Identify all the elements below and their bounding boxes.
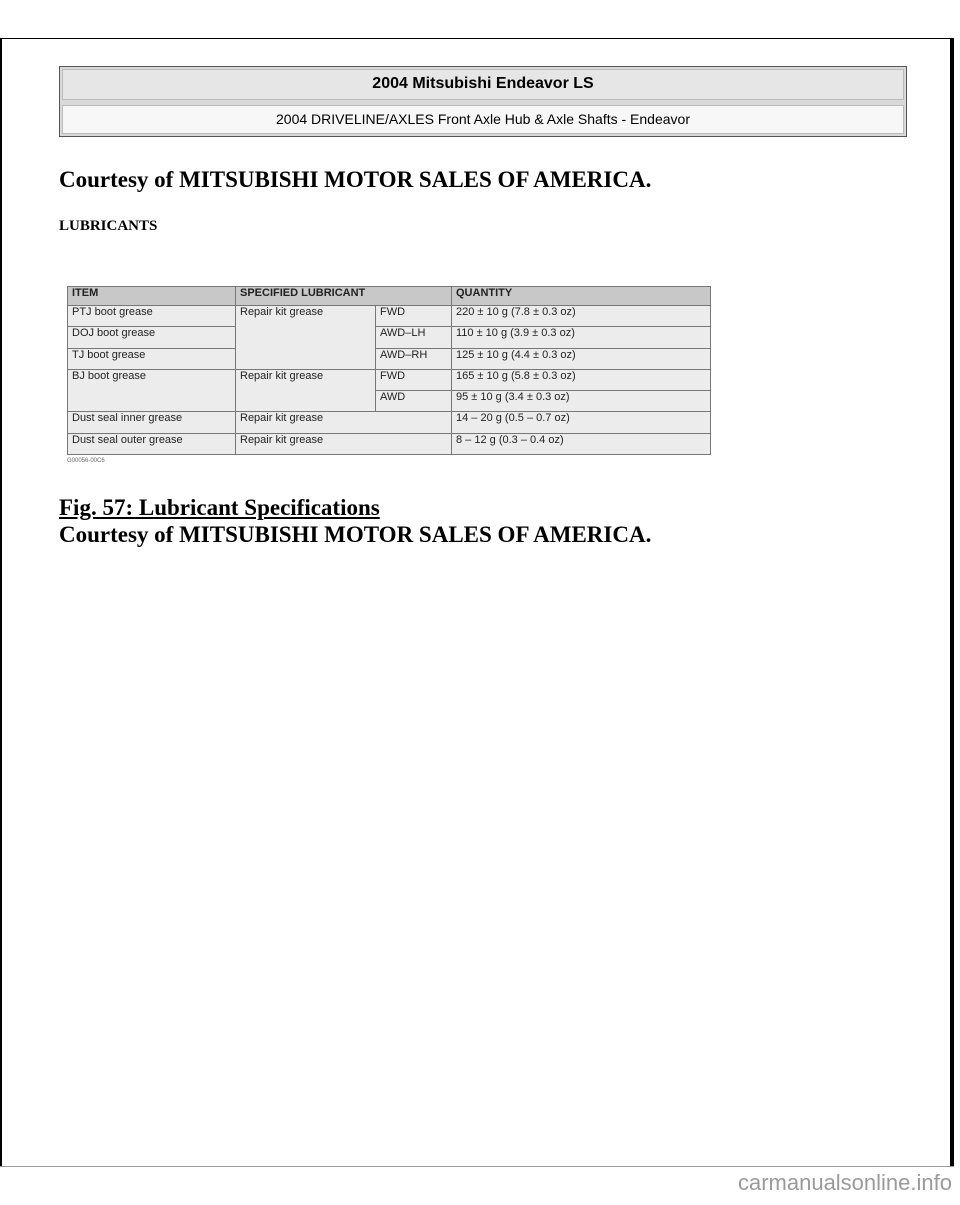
cell-quantity: 95 ± 10 g (3.4 ± 0.3 oz) — [452, 391, 711, 412]
cell-item: TJ boot grease — [68, 348, 236, 369]
table-row — [68, 433, 711, 454]
cell-quantity: 125 ± 10 g (4.4 ± 0.3 oz) — [452, 348, 711, 369]
column-header-lubricant: SPECIFIED LUBRICANT — [236, 287, 452, 306]
cell-variant: AWD–RH — [376, 348, 452, 369]
column-header-quantity: QUANTITY — [452, 287, 711, 306]
header-subtitle: 2004 DRIVELINE/AXLES Front Axle Hub & Axle Shafts - Endeavor — [62, 105, 904, 134]
cell-variant: AWD — [376, 391, 452, 412]
table-row — [68, 369, 711, 390]
cell-quantity: 165 ± 10 g (5.8 ± 0.3 oz) — [452, 369, 711, 390]
table-row — [68, 412, 711, 433]
cell-variant: AWD–LH — [376, 327, 452, 348]
figure-caption-link[interactable]: Fig. 57: Lubricant Specifications — [59, 495, 380, 520]
cell-lubricant: Repair kit grease — [236, 369, 376, 412]
cell-item: PTJ boot grease — [68, 306, 236, 327]
cell-lubricant: Repair kit grease — [236, 412, 452, 433]
footer-divider — [0, 1166, 954, 1167]
footer-watermark-url: carmanualsonline.info — [737, 1170, 952, 1195]
cell-item: BJ boot grease — [68, 369, 236, 412]
page-frame — [0, 38, 954, 1166]
header-title: 2004 Mitsubishi Endeavor LS — [62, 69, 904, 100]
cell-quantity: 110 ± 10 g (3.9 ± 0.3 oz) — [452, 327, 711, 348]
lubricant-spec-table — [67, 286, 711, 455]
column-header-item: ITEM — [68, 287, 236, 306]
courtesy-line-top: Courtesy of MITSUBISHI MOTOR SALES OF AMERICA. — [59, 167, 652, 192]
cell-item: Dust seal inner grease — [68, 412, 236, 433]
cell-variant: FWD — [376, 306, 452, 327]
section-title: LUBRICANTS — [59, 218, 158, 234]
cell-item: Dust seal outer grease — [68, 433, 236, 454]
cell-variant: FWD — [376, 369, 452, 390]
cell-item: DOJ boot grease — [68, 327, 236, 348]
cell-lubricant: Repair kit grease — [236, 433, 452, 454]
cell-quantity: 8 – 12 g (0.3 – 0.4 oz) — [452, 433, 711, 454]
table-row — [68, 306, 711, 327]
figure-code: G00056-00C6 — [67, 458, 105, 464]
document-header — [59, 66, 907, 137]
table-row — [68, 348, 711, 369]
table-row — [68, 327, 711, 348]
cell-lubricant: Repair kit grease — [236, 306, 376, 370]
cell-quantity: 14 – 20 g (0.5 – 0.7 oz) — [452, 412, 711, 433]
table-header-row — [68, 287, 711, 306]
courtesy-line-bottom: Courtesy of MITSUBISHI MOTOR SALES OF AMERICA. — [59, 522, 652, 547]
cell-quantity: 220 ± 10 g (7.8 ± 0.3 oz) — [452, 306, 711, 327]
